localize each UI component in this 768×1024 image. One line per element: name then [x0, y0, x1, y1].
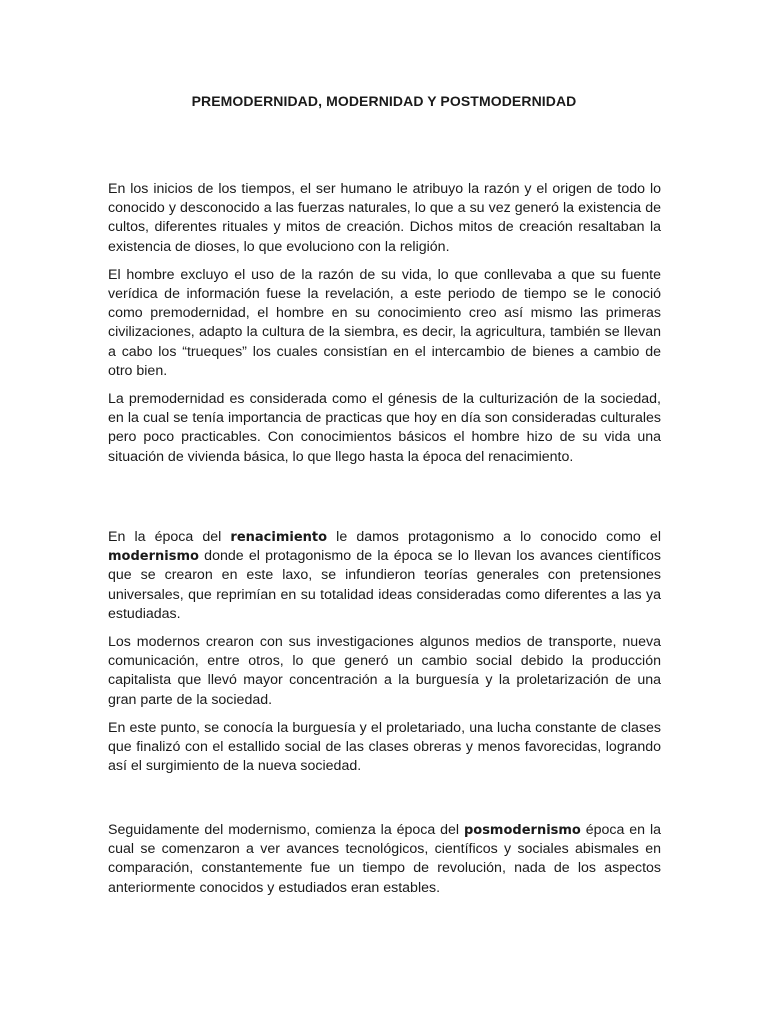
text-run: En la época del — [108, 529, 231, 545]
document-title: PREMODERNIDAD, MODERNIDAD Y POSTMODERNIDAD — [191, 93, 577, 109]
paragraph — [108, 528, 661, 624]
section-posmodernidad — [108, 821, 661, 898]
section-modernidad — [108, 528, 661, 776]
keyword-posmodernismo: posmodernismo — [463, 823, 581, 838]
text-run: Seguidamente del modernismo, comienza la época del — [108, 822, 464, 838]
paragraph — [108, 821, 661, 898]
section-premodernidad — [108, 180, 661, 467]
keyword-renacimiento: renacimiento — [230, 530, 328, 545]
text-run: época en la cual se comenzaron a ver avances tecnológicos, científicos y sociales abismales en comparación, constantemente fue un tiempo de revolución, nada de los aspectos anteriormente conocidos y estudiados eran estables. — [108, 822, 661, 896]
paragraph: En este punto, se conocía la burguesía y el proletariado, una lucha constante de clases que finalizó con el estallido social de las clases obreras y menos favorecidas, logrando así el surgimiento de la nueva sociedad. — [108, 719, 661, 775]
paragraph: En los inicios de los tiempos, el ser humano le atribuyo la razón y el origen de todo lo conocido y desconocido a las fuerzas naturales, lo que a su vez generó la existencia de cultos, diferentes rituales y mitos de creación. Dichos mitos de creación resaltaban la existencia de dioses, lo que evoluciono con la religión. — [108, 181, 661, 255]
paragraph: La premodernidad es considerada como el génesis de la culturización de la sociedad, en la cual se tenía importancia de practicas que hoy en día son consideradas culturales pero poco practicables. Con conocimientos básicos el hombre hizo de su vida una situación de vivienda básica, lo que llego hasta la época del renacimiento. — [108, 391, 661, 465]
paragraph: El hombre excluyo el uso de la razón de su vida, lo que conllevaba a que su fuente verídica de información fuese la revelación, a este periodo de tiempo se le conoció como premodernidad, el hombre en su conocimiento creo así mismo las primeras civilizaciones, adapto la cultura de la siembra, es decir, la agricultura, también se llevan a cabo los “trueques” los cuales consistían en el intercambio de bienes a cambio de otro bien. — [108, 266, 661, 379]
text-run: donde el protagonismo de la época se lo llevan los avances científicos que se crearon en este laxo, se infundieron teorías generales con pretensiones universales, que reprimían en su totalidad ideas consideradas como diferentes a las ya estudiadas. — [108, 548, 661, 622]
keyword-modernismo: modernismo — [108, 549, 199, 565]
paragraph: Los modernos crearon con sus investigaciones algunos medios de transporte, nueva comunicación, entre otros, lo que generó un cambio social debido la producción capitalista que llevó mayor concentración a la burguesía y la proletarización de una gran parte de la sociedad. — [108, 634, 661, 708]
text-run: le damos protagonismo a lo conocido como el — [327, 529, 661, 545]
